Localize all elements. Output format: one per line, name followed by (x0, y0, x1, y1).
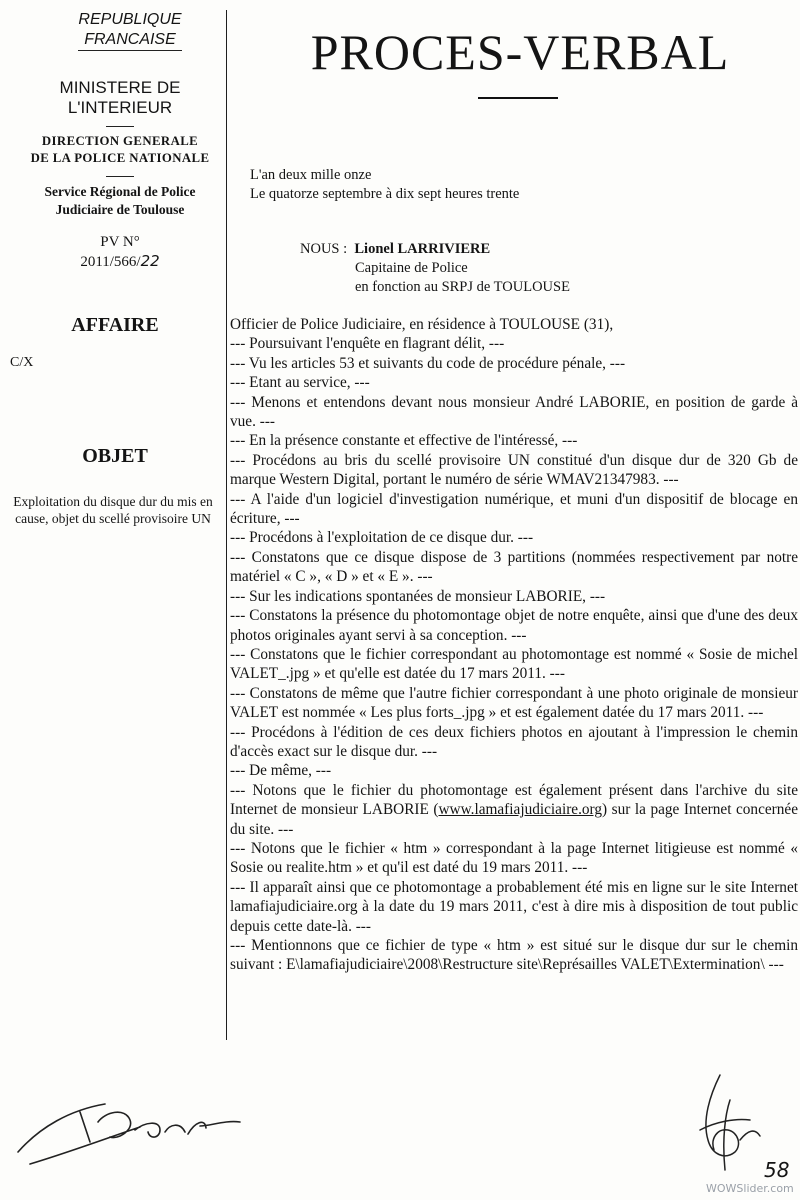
pv-number: 2011/566/ (80, 254, 141, 270)
officer-line (300, 240, 490, 259)
service-line1: Service Régional de Police (44, 184, 196, 199)
pv-label: PV N° (100, 234, 140, 250)
body-paragraph: --- Etant au service, --- (230, 374, 370, 392)
body-paragraph (230, 781, 798, 839)
watermark: WOWSlider.com (706, 1182, 794, 1195)
body-paragraph: --- Procédons à l'édition de ces deux fichiers photos en ajoutant à l'impression le chemin d'accès exact sur le disque dur. --- (230, 723, 798, 760)
body-paragraph: --- Constatons que ce disque dispose de 3 partitions (nommées respectivement par notre matériel « C », « D » et « E ». --- (230, 548, 798, 586)
body-paragraph: --- Il apparaît ainsi que ce photomontage a probablement été mis en ligne sur le site Internet lamafiajudiciaire.org à la date du 19 mars 2011, c'est à dire mis à disposition de tout public depuis cette date-là. --- (230, 878, 798, 935)
officer-last-name: LARRIVIERE (397, 241, 491, 257)
service-regional (20, 183, 220, 219)
body-paragraph: --- Poursuivant l'enquête en flagrant délit, --- (230, 335, 505, 353)
body-paragraph: Officier de Police Judiciaire, en résidence à TOULOUSE (31), (230, 316, 614, 333)
body-text-span: ) sur la page Internet concernée du site. --- (230, 801, 798, 838)
date-year: L'an deux mille onze (250, 167, 372, 183)
affaire-heading: AFFAIRE (71, 314, 159, 336)
body-paragraph: --- A l'aide d'un logiciel d'investigation numérique, et muni d'un dispositif de blocage en écriture, --- (230, 490, 798, 528)
body-paragraph: --- Constatons que le fichier correspondant au photomontage est nommé « Sosie de michel VALET_.jpg » et qu'elle est datée du 17 mars 2011. --- (230, 645, 798, 683)
objet-heading: OBJET (82, 445, 148, 467)
officer-first-name: Lionel (354, 241, 394, 257)
body-paragraph: --- Procédons à l'exploitation de ce disque dur. --- (230, 529, 534, 547)
ministere (40, 78, 200, 118)
republique-line1: REPUBLIQUE (78, 11, 182, 28)
body-text-span: --- Notons que le fichier du photomontage est également présent dans l'archive du site Internet de monsieur LABORIE ( (230, 781, 798, 819)
pv-number-block (60, 233, 180, 272)
body-paragraph: --- Constatons la présence du photomontage objet de notre enquête, ainsi que d'une des deux photos originales ayant servi à sa conception. --- (230, 607, 798, 644)
body-paragraph: --- Constatons de même que l'autre fichier correspondant à une photo originale de monsieur VALET est nommée « Les plus forts_.jpg » et est également datée du 17 mars 2011. --- (230, 684, 798, 722)
divider (106, 126, 134, 127)
body-paragraph: --- Notons que le fichier « htm » correspondant à la page Internet litigieuse est nommé « Sosie ou realite.htm » et qu'il est daté du 19 mars 2011. --- (230, 839, 798, 877)
body-paragraph: --- Procédons au bris du scellé provisoire UN constitué d'un disque dur de 320 Gb de marque Western Digital, portant le numéro de série WMAV21347983. --- (230, 451, 798, 489)
ministere-line1: MINISTERE DE (59, 78, 181, 97)
pv-number-handwritten: 22 (140, 252, 160, 270)
objet-line1: Exploitation du disque dur du mis en (13, 494, 213, 509)
body-paragraph: --- Vu les articles 53 et suivants du code de procédure pénale, --- (230, 354, 626, 372)
body-paragraph: --- Sur les indications spontanées de monsieur LABORIE, --- (230, 587, 606, 605)
body-paragraph: --- De même, --- (230, 762, 332, 780)
officer-assignment: en fonction au SRPJ de TOULOUSE (355, 279, 570, 295)
direction-line2: DE LA POLICE NATIONALE (30, 151, 210, 165)
column-divider (226, 10, 227, 1040)
title-underline (478, 97, 558, 99)
date-day-time: Le quatorze septembre à dix sept heures trente (250, 186, 520, 202)
direction-line1: DIRECTION GENERALE (41, 134, 199, 148)
body-paragraph: --- En la présence constante et effective de l'intéressé, --- (230, 432, 578, 450)
affaire-value: C/X (10, 355, 34, 370)
page-number: 58 (764, 1158, 790, 1182)
nous-label: NOUS : (300, 241, 348, 257)
direction-generale (22, 133, 218, 167)
divider (106, 176, 134, 177)
ministere-line2: L'INTERIEUR (67, 98, 173, 117)
republique-line2: FRANCAISE (78, 30, 182, 51)
officer-rank: Capitaine de Police (355, 260, 468, 276)
republique-francaise (60, 10, 200, 51)
document-title: PROCES-VERBAL (310, 24, 730, 80)
body-paragraph: --- Menons et entendons devant nous monsieur André LABORIE, en position de garde à vue. --- (230, 393, 798, 431)
proces-verbal-body (230, 315, 798, 975)
signature-left (10, 1082, 250, 1172)
service-line2: Judiciaire de Toulouse (55, 202, 185, 217)
date-block (250, 166, 519, 204)
objet-line2: cause, objet du scellé provisoire UN (15, 511, 211, 526)
officer-details (355, 259, 570, 297)
body-paragraph: --- Mentionnons que ce fichier de type « htm » est situé sur le disque dur sur le chemin suivant : E\lamafiajudiciaire\2008\Restructure site\Représailles VALET\Extermination\ --- (230, 937, 798, 974)
website-link[interactable]: www.lamafiajudiciaire.org (438, 801, 603, 819)
objet-text (6, 493, 220, 527)
